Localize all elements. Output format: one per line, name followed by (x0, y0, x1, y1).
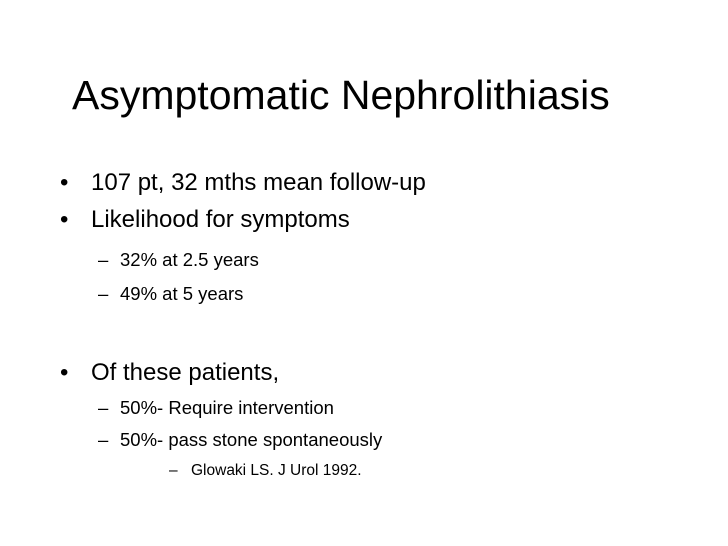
sub-bullet-item (98, 282, 398, 306)
sub-bullet-item (98, 428, 498, 452)
bullet-text: 107 pt, 32 mths mean follow-up (91, 169, 426, 196)
sub-bullet-item (98, 396, 458, 420)
bullet-dot: • (60, 169, 69, 196)
dash-bullet: – (98, 283, 109, 304)
dash-bullet: – (98, 249, 109, 270)
bullet-text: Of these patients, (91, 359, 280, 386)
bullet-item (60, 358, 460, 388)
citation-text: Glowaki LS. J Urol 1992. (191, 462, 362, 479)
slide-title: Asymptomatic Nephrolithiasis (72, 72, 610, 118)
dash-bullet: – (98, 397, 109, 418)
bullet-dot: • (60, 206, 69, 233)
sub-bullet-text: 50%- pass stone spontaneously (120, 429, 383, 450)
bullet-item (60, 205, 460, 235)
bullet-item (60, 168, 460, 198)
bullet-dot: • (60, 359, 69, 386)
sub-bullet-text: 32% at 2.5 years (120, 249, 259, 270)
sub-bullet-text: 50%- Require intervention (120, 397, 334, 418)
dash-bullet: – (169, 462, 178, 479)
dash-bullet: – (98, 429, 109, 450)
citation-item (169, 461, 469, 481)
sub-bullet-text: 49% at 5 years (120, 283, 244, 304)
bullet-text: Likelihood for symptoms (91, 206, 350, 233)
sub-bullet-item (98, 248, 398, 272)
